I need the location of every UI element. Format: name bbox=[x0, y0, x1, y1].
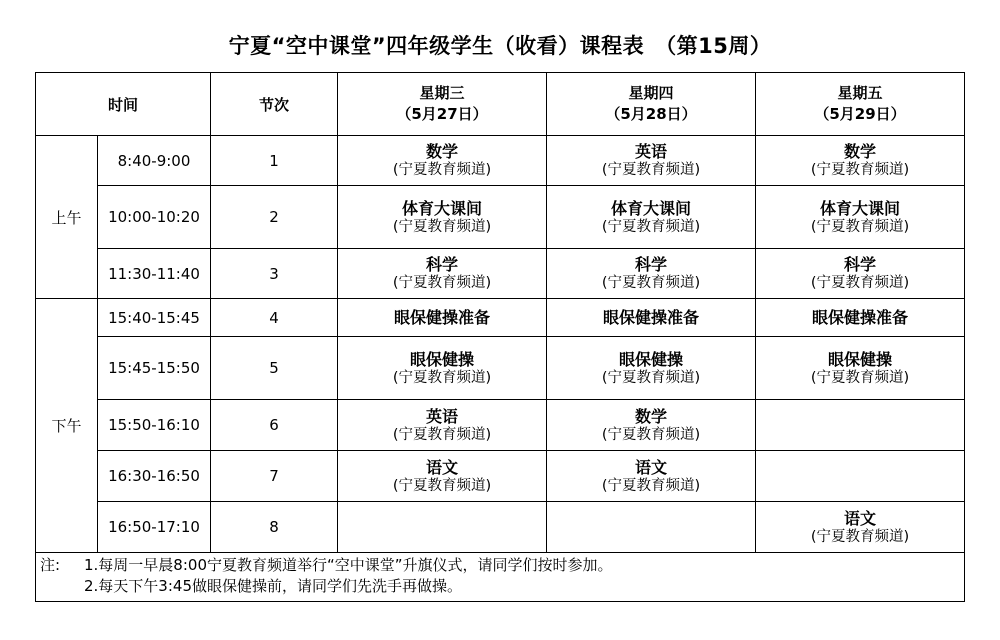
class-cell bbox=[756, 451, 965, 502]
subject-name: 体育大课间 bbox=[820, 198, 901, 218]
time-slot: 15:45-15:50 bbox=[98, 337, 211, 400]
notes-cell bbox=[36, 553, 965, 602]
header-row bbox=[36, 73, 965, 136]
schedule-table bbox=[35, 72, 965, 602]
note-label: 注: bbox=[40, 556, 61, 574]
class-cell bbox=[547, 337, 756, 400]
period-header: 节次 bbox=[211, 73, 338, 136]
subject-name: 体育大课间 bbox=[611, 198, 692, 218]
channel-name: (宁夏教育频道) bbox=[810, 528, 910, 545]
class-cell bbox=[338, 502, 547, 553]
channel-name: (宁夏教育频道) bbox=[392, 477, 492, 494]
channel-name: (宁夏教育频道) bbox=[601, 218, 701, 235]
time-slot: 15:40-15:45 bbox=[98, 299, 211, 337]
class-cell bbox=[756, 249, 965, 299]
time-slot: 16:30-16:50 bbox=[98, 451, 211, 502]
channel-name: (宁夏教育频道) bbox=[392, 369, 492, 386]
page-title: 宁夏“空中课堂”四年级学生（收看）课程表 （第15周） bbox=[228, 34, 772, 58]
channel-name: (宁夏教育频道) bbox=[601, 162, 701, 178]
class-cell bbox=[547, 299, 756, 337]
day-header-fri bbox=[756, 73, 965, 136]
period-number: 2 bbox=[211, 186, 338, 249]
period-number: 4 bbox=[211, 299, 338, 337]
class-cell bbox=[756, 299, 965, 337]
class-cell bbox=[338, 337, 547, 400]
class-cell bbox=[338, 400, 547, 451]
period-number: 3 bbox=[211, 249, 338, 299]
subject-name: 科学 bbox=[844, 255, 877, 274]
schedule-row bbox=[36, 299, 965, 337]
class-cell bbox=[756, 400, 965, 451]
schedule-row bbox=[36, 451, 965, 502]
weekday-label: 星期三 bbox=[419, 84, 465, 102]
date-label: （5月27日） bbox=[396, 105, 488, 123]
subject-name: 眼保健操准备 bbox=[394, 308, 491, 327]
subject-name: 英语 bbox=[426, 406, 459, 426]
time-slot: 8:40-9:00 bbox=[98, 136, 211, 186]
weekday-label: 星期五 bbox=[837, 84, 883, 102]
subject-name: 语文 bbox=[426, 457, 459, 477]
time-header: 时间 bbox=[36, 73, 211, 136]
weekday-label: 星期四 bbox=[628, 84, 674, 102]
note-text: 2.每天下午3:45做眼保健操前，请同学们先洗手再做操。 bbox=[84, 577, 462, 595]
channel-name: (宁夏教育频道) bbox=[392, 162, 492, 178]
class-cell bbox=[756, 186, 965, 249]
time-slot: 11:30-11:40 bbox=[98, 249, 211, 299]
class-cell bbox=[547, 186, 756, 249]
channel-name: (宁夏教育频道) bbox=[601, 477, 701, 494]
day-header-thu bbox=[547, 73, 756, 136]
pm-label: 下午 bbox=[36, 299, 98, 553]
subject-name: 眼保健操 bbox=[410, 349, 475, 369]
date-label: （5月29日） bbox=[814, 105, 906, 123]
class-cell bbox=[756, 136, 965, 186]
am-label: 上午 bbox=[36, 136, 98, 299]
period-number: 5 bbox=[211, 337, 338, 400]
subject-name: 体育大课间 bbox=[402, 198, 483, 218]
class-cell bbox=[756, 337, 965, 400]
note-line bbox=[40, 555, 960, 576]
class-cell bbox=[547, 400, 756, 451]
subject-name: 数学 bbox=[635, 406, 668, 426]
subject-name: 语文 bbox=[844, 508, 877, 528]
channel-name: (宁夏教育频道) bbox=[392, 275, 492, 291]
period-number: 7 bbox=[211, 451, 338, 502]
schedule-row bbox=[36, 502, 965, 553]
time-slot: 10:00-10:20 bbox=[98, 186, 211, 249]
channel-name: (宁夏教育频道) bbox=[601, 369, 701, 386]
subject-name: 数学 bbox=[426, 142, 459, 161]
channel-name: (宁夏教育频道) bbox=[810, 369, 910, 386]
note-line bbox=[40, 576, 960, 597]
subject-name: 眼保健操准备 bbox=[603, 308, 700, 327]
subject-name: 眼保健操准备 bbox=[812, 308, 909, 327]
subject-name: 科学 bbox=[635, 255, 668, 274]
subject-name: 科学 bbox=[426, 255, 459, 274]
class-cell bbox=[338, 299, 547, 337]
time-slot: 16:50-17:10 bbox=[98, 502, 211, 553]
class-cell bbox=[547, 136, 756, 186]
schedule-row bbox=[36, 186, 965, 249]
schedule-row bbox=[36, 249, 965, 299]
class-cell bbox=[547, 249, 756, 299]
channel-name: (宁夏教育频道) bbox=[810, 162, 910, 178]
class-cell bbox=[547, 502, 756, 553]
day-header-wed bbox=[338, 73, 547, 136]
channel-name: (宁夏教育频道) bbox=[601, 275, 701, 291]
class-cell bbox=[338, 186, 547, 249]
channel-name: (宁夏教育频道) bbox=[392, 218, 492, 235]
channel-name: (宁夏教育频道) bbox=[392, 426, 492, 443]
subject-name: 语文 bbox=[635, 457, 668, 477]
notes-row bbox=[36, 553, 965, 602]
class-cell bbox=[756, 502, 965, 553]
note-text: 1.每周一早晨8:00宁夏教育频道举行“空中课堂”升旗仪式，请同学们按时参加。 bbox=[84, 556, 613, 574]
schedule-row bbox=[36, 136, 965, 186]
period-number: 1 bbox=[211, 136, 338, 186]
subject-name: 数学 bbox=[844, 142, 877, 161]
class-cell bbox=[338, 249, 547, 299]
class-cell bbox=[547, 451, 756, 502]
subject-name: 眼保健操 bbox=[619, 349, 684, 369]
class-cell bbox=[338, 136, 547, 186]
schedule-row bbox=[36, 337, 965, 400]
period-number: 6 bbox=[211, 400, 338, 451]
class-cell bbox=[338, 451, 547, 502]
channel-name: (宁夏教育频道) bbox=[810, 275, 910, 291]
time-slot: 15:50-16:10 bbox=[98, 400, 211, 451]
schedule-row bbox=[36, 400, 965, 451]
subject-name: 英语 bbox=[635, 142, 668, 161]
channel-name: (宁夏教育频道) bbox=[601, 426, 701, 443]
subject-name: 眼保健操 bbox=[828, 349, 893, 369]
date-label: （5月28日） bbox=[605, 105, 697, 123]
channel-name: (宁夏教育频道) bbox=[810, 218, 910, 235]
period-number: 8 bbox=[211, 502, 338, 553]
